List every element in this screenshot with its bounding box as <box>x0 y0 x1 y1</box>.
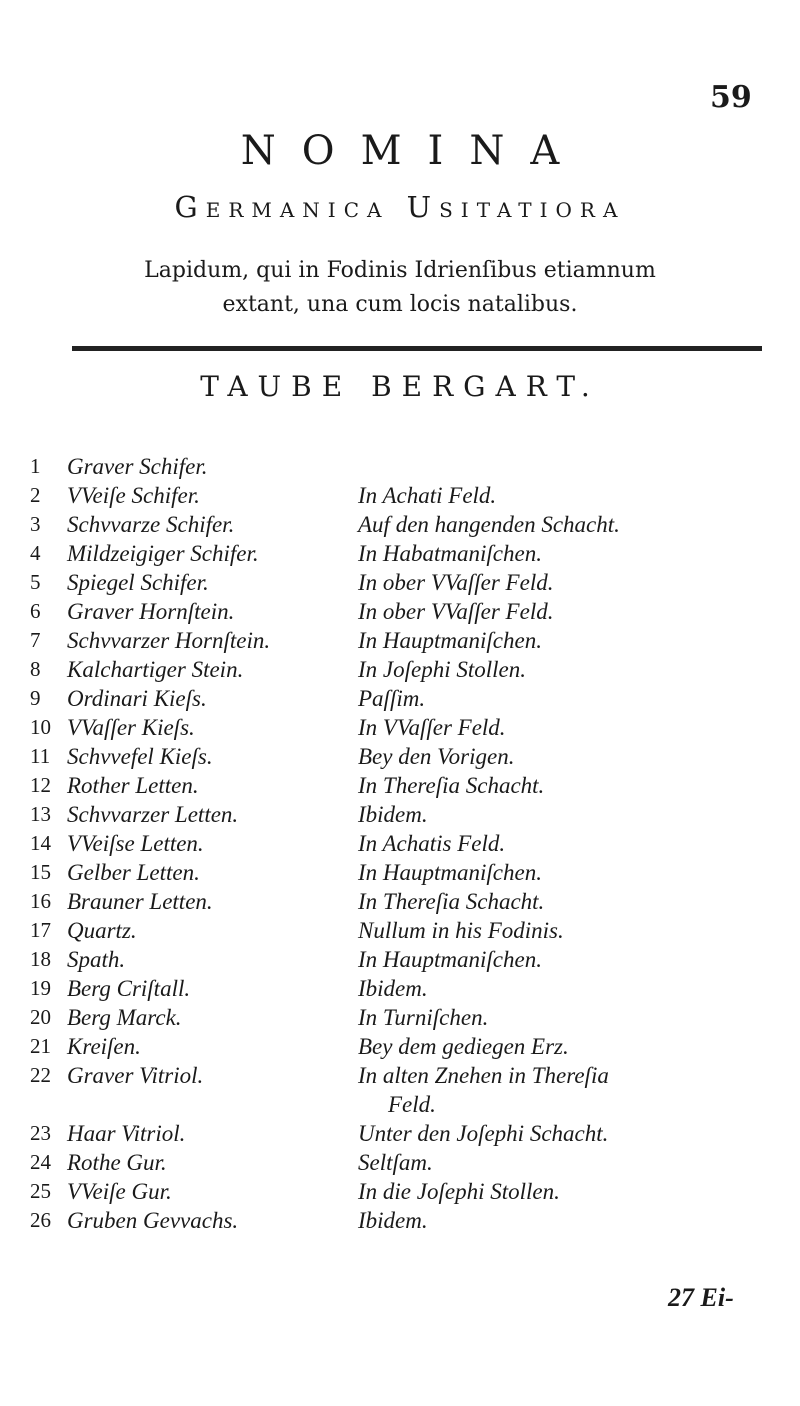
entry-name: Spath. <box>67 947 126 972</box>
entry-name: Schvvarzer Letten. <box>67 802 239 827</box>
entry-name: Berg Marck. <box>67 1005 182 1030</box>
entry-location: In alten Znehen in Thereſia <box>358 1063 609 1088</box>
entry-location: In Hauptmaniſchen. <box>358 860 542 885</box>
catchword: 27 Ei- <box>668 1283 734 1312</box>
list-item <box>0 541 800 570</box>
list-item <box>0 976 800 1005</box>
entry-number: 26 <box>30 1208 51 1232</box>
entry-number: 9 <box>30 686 41 710</box>
entry-location: In ober VVaſſer Feld. <box>358 599 554 624</box>
list-item <box>0 715 800 744</box>
entry-name: Rothe Gur. <box>67 1150 167 1175</box>
entry-name: Gelber Letten. <box>67 860 200 885</box>
list-item <box>0 744 800 773</box>
entry-name: Kreiſen. <box>67 1034 141 1059</box>
entry-location: Nullum in his Fodinis. <box>358 918 564 943</box>
list-item <box>0 483 800 512</box>
entry-location: In VVaſſer Feld. <box>358 715 506 740</box>
entry-number: 15 <box>30 860 51 884</box>
list-item <box>0 686 800 715</box>
entry-name: VVeiſse Letten. <box>67 831 204 856</box>
horizontal-rule <box>72 346 762 351</box>
list-item <box>0 802 800 831</box>
list-item <box>0 831 800 860</box>
entry-list <box>0 454 800 1237</box>
entry-location: In Hauptmaniſchen. <box>358 947 542 972</box>
entry-location: In Turniſchen. <box>358 1005 489 1030</box>
entry-name: Graver Hornſtein. <box>67 599 235 624</box>
entry-number: 21 <box>30 1034 51 1058</box>
title-subheading: Germanica Usitatiora <box>174 190 626 224</box>
entry-location: Auf den hangenden Schacht. <box>358 512 620 537</box>
list-item <box>0 657 800 686</box>
entry-number: 4 <box>30 541 41 565</box>
list-item <box>0 570 800 599</box>
description-line-2: extant, una cum locis natalibus. <box>222 292 578 317</box>
entry-number: 19 <box>30 976 51 1000</box>
entry-location-continued: Feld. <box>388 1092 436 1117</box>
entry-location: In Thereſia Schacht. <box>358 773 545 798</box>
list-item <box>0 1005 800 1034</box>
entry-location: Ibidem. <box>358 976 428 1001</box>
list-item <box>0 454 800 483</box>
entry-number: 11 <box>30 744 51 768</box>
list-item <box>0 947 800 976</box>
entry-name: Berg Criſtall. <box>67 976 191 1001</box>
page-title: NOMINA <box>240 128 586 174</box>
entry-name: VVeiſe Gur. <box>67 1179 172 1204</box>
entry-number: 24 <box>30 1150 51 1174</box>
entry-name: Spiegel Schifer. <box>67 570 209 595</box>
entry-number: 10 <box>30 715 51 739</box>
entry-number: 2 <box>30 483 41 507</box>
entry-number: 1 <box>30 454 41 478</box>
entry-number: 8 <box>30 657 41 681</box>
description <box>0 254 800 322</box>
list-item <box>0 918 800 947</box>
entry-name: VVaſſer Kieſs. <box>67 715 195 740</box>
entry-number: 18 <box>30 947 51 971</box>
entry-location: Bey den Vorigen. <box>358 744 515 769</box>
entry-name: Brauner Letten. <box>67 889 213 914</box>
entry-location: Ibidem. <box>358 1208 428 1233</box>
entry-location: In Joſephi Stollen. <box>358 657 526 682</box>
entry-number: 12 <box>30 773 51 797</box>
entry-number: 3 <box>30 512 41 536</box>
entry-number: 5 <box>30 570 41 594</box>
entry-name: Schvvarzer Hornſtein. <box>67 628 271 653</box>
entry-name: Mildzeigiger Schifer. <box>67 541 259 566</box>
entry-name: Graver Schifer. <box>67 454 208 479</box>
entry-name: Ordinari Kieſs. <box>67 686 207 711</box>
list-item <box>0 1063 800 1121</box>
entry-number: 13 <box>30 802 51 826</box>
list-item <box>0 860 800 889</box>
entry-number: 23 <box>30 1121 51 1145</box>
entry-location: In ober VVaſſer Feld. <box>358 570 554 595</box>
entry-number: 22 <box>30 1063 51 1087</box>
list-item <box>0 1208 800 1237</box>
entry-location: Paſſim. <box>358 686 426 711</box>
entry-name: Graver Vitriol. <box>67 1063 204 1088</box>
entry-location: In die Joſephi Stollen. <box>358 1179 560 1204</box>
list-item <box>0 1179 800 1208</box>
section-heading: TAUBE BERGART. <box>200 370 600 403</box>
entry-location: In Achatis Feld. <box>358 831 506 856</box>
entry-location: In Achati Feld. <box>358 483 497 508</box>
entry-name: VVeiſe Schifer. <box>67 483 200 508</box>
entry-name: Schvvefel Kieſs. <box>67 744 213 769</box>
entry-location: Seltſam. <box>358 1150 433 1175</box>
entry-name: Haar Vitriol. <box>67 1121 186 1146</box>
entry-location: Unter den Joſephi Schacht. <box>358 1121 609 1146</box>
entry-name: Schvvarze Schifer. <box>67 512 235 537</box>
entry-number: 6 <box>30 599 41 623</box>
entry-number: 7 <box>30 628 41 652</box>
list-item <box>0 889 800 918</box>
list-item <box>0 1121 800 1150</box>
entry-name: Gruben Gevvachs. <box>67 1208 239 1233</box>
entry-name: Kalchartiger Stein. <box>67 657 244 682</box>
list-item <box>0 1034 800 1063</box>
entry-number: 17 <box>30 918 51 942</box>
list-item <box>0 512 800 541</box>
page-number: 59 <box>710 80 752 115</box>
entry-number: 20 <box>30 1005 51 1029</box>
list-item <box>0 1150 800 1179</box>
list-item <box>0 773 800 802</box>
entry-location: In Habatmaniſchen. <box>358 541 542 566</box>
entry-number: 14 <box>30 831 51 855</box>
list-item <box>0 599 800 628</box>
list-item <box>0 628 800 657</box>
entry-number: 25 <box>30 1179 51 1203</box>
entry-number: 16 <box>30 889 51 913</box>
entry-name: Quartz. <box>67 918 137 943</box>
entry-location: Ibidem. <box>358 802 428 827</box>
entry-location: Bey dem gediegen Erz. <box>358 1034 569 1059</box>
description-line-1: Lapidum, qui in Fodinis Idrienſibus etiamnum <box>144 258 656 283</box>
entry-name: Rother Letten. <box>67 773 199 798</box>
entry-location: In Thereſia Schacht. <box>358 889 545 914</box>
entry-location: In Hauptmaniſchen. <box>358 628 542 653</box>
